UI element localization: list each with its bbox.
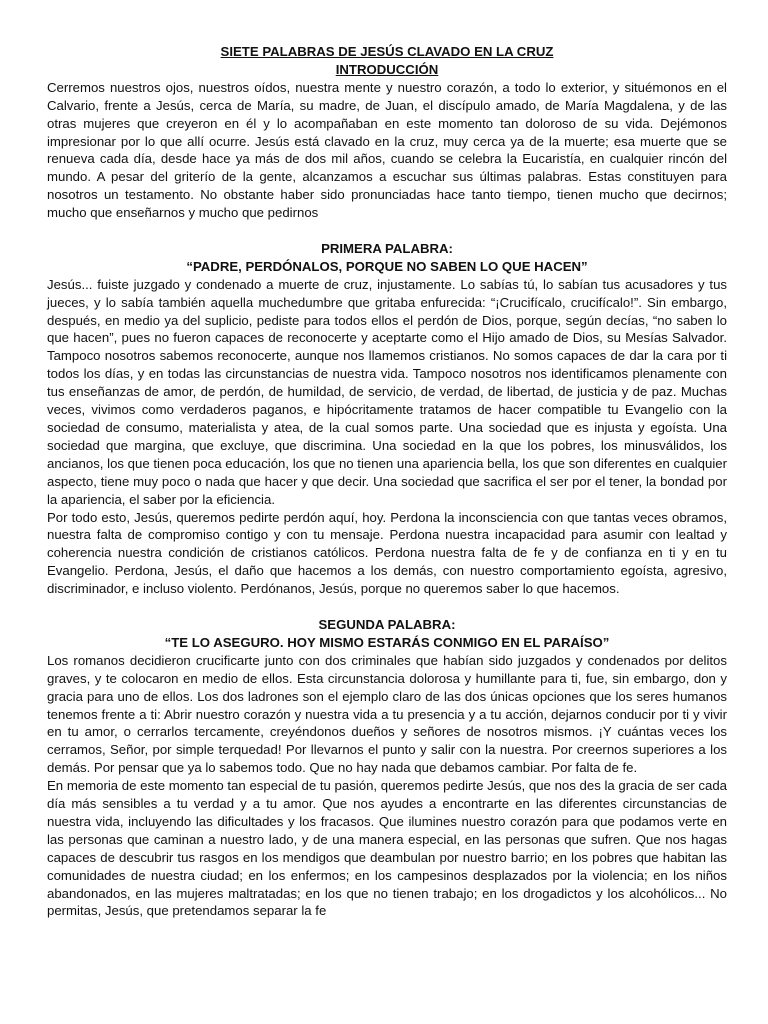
section-quote-primera: “PADRE, PERDÓNALOS, PORQUE NO SABEN LO QUE HACEN” <box>186 258 588 274</box>
intro-heading: INTRODUCCIÓN <box>335 61 439 77</box>
paragraph-primera-2: Por todo esto, Jesús, queremos pedirte perdón aquí, hoy. Perdona la inconsciencia con que tantas veces obramos, nuestra falta de compromiso contigo y con tu mensaje. Perdona nuestra incapacidad para asumir con lealtad y coherencia nuestra condición de cristianos católicos. Perdona nuestra falta de fe y de confianza en ti y en tu Evangelio. Perdona, Jesús, el daño que hacemos a los demás, con nuestro comportamiento egoísta, agresivo, discriminador, e incluso violento. Perdónanos, Jesús, porque no queremos saber lo que hacemos. <box>47 509 727 597</box>
paragraph-primera-1: Jesús... fuiste juzgado y condenado a muerte de cruz, injustamente. Lo sabías tú, lo sabían tus acusadores y tus jueces, y lo sabía también aquella muchedumbre que gritaba enfurecida: “¡Crucifícalo, crucifícalo!”. Sin embargo, después, en medio ya del suplicio, pediste para todos ellos el perdón de Dios, porque, según decías, “no saben lo que hacen”, pues no fueron capaces de reconocerte y aceptarte como el Hijo amado de Dios, su Mesías Salvador. Tampoco nosotros sabemos reconocerte, aunque nos llamemos cristianos. No somos capaces de dar la cara por ti todos los días, y en todas las circunstancias de nuestra vida. Tampoco nosotros nos identificamos plenamente con tus enseñanzas de amor, de perdón, de humildad, de servicio, de verdad, de libertad, de justicia y de paz. Muchas veces, vivimos como verdaderos paganos, e hipócritamente tratamos de hacer compatible tu Evangelio con la sociedad de consumo, materialista y atea, de la cual somos parte. Una sociedad que es injusta y egoísta. Una sociedad que margina, que excluye, que discrimina. Una sociedad en la que los pobres, los minusválidos, los ancianos, los que tienen poca educación, los que no tienen una apariencia bella, los que son diferentes en cualquier aspecto, tiene muy poco o nada que hacer y que decir. Una sociedad que sacrifica el ser por el tener, la bondad por la apariencia, el saber por la eficiencia. <box>47 276 727 507</box>
spacer <box>47 598 727 616</box>
document-page <box>47 43 727 920</box>
section-heading-primera: PRIMERA PALABRA: <box>321 240 453 256</box>
section-heading-segunda: SEGUNDA PALABRA: <box>318 616 456 632</box>
section-quote-segunda: “TE LO ASEGURO. HOY MISMO ESTARÁS CONMIGO EN EL PARAÍSO” <box>164 634 610 650</box>
paragraph-segunda-1: Los romanos decidieron crucificarte junto con dos criminales que habían sido juzgados y condenados por delitos graves, y te colocaron en medio de ellos. Esta circunstancia dolorosa y humillante para ti, fue, sin embargo, don y gracia para uno de ellos. Los dos ladrones son el ejemplo claro de las dos únicas opciones que los seres humanos tenemos frente a ti: Abrir nuestro corazón y nuestra vida a tu presencia y a tu acción, dejarnos conducir por ti y vivir en tu amor, o cerrarlos tercamente, creyéndonos dueños y señores de nosotros mismos. ¡Y cuántas veces los cerramos, Señor, por simple terquedad! Por llevarnos el punto y salir con la nuestra. Por creernos superiores a los demás. Por pensar que ya lo sabemos todo. Que no hay nada que debamos cambiar. Por falta de fe. <box>47 652 727 776</box>
paragraph-segunda-2: En memoria de este momento tan especial de tu pasión, queremos pedirte Jesús, que nos des la gracia de ser cada día más sensibles a tu verdad y a tu amor. Que nos ayudes a encontrarte en las diferentes circunstancias de nuestra vida, incluyendo las dificultades y los fracasos. Que ilumines nuestro corazón para que podamos verte en las personas que caminan a nuestro lado, y de una manera especial, en las personas que sufren. Que nos hagas capaces de descubrir tus rasgos en los mendigos que deambulan por nuestro barrio; en los pobres que habitan las comunidades de nuestra ciudad; en los enfermos; en los campesinos desplazados por la violencia; en los niños abandonados, en las mujeres maltratadas; en los que no tienen trabajo; en los drogadictos y los alcohólicos... No permitas, Jesús, que pretendamos separar la fe <box>47 778 727 919</box>
intro-paragraph: Cerremos nuestros ojos, nuestros oídos, nuestra mente y nuestro corazón, a todo lo exterior, y situémonos en el Calvario, frente a Jesús, cerca de María, su madre, de Juan, el discípulo amado, de María Magdalena, y de las otras mujeres que creyeron en él y lo acompañaban en este momento tan doloroso de su vida. Dejémonos impresionar por lo que allí ocurre. Jesús está clavado en la cruz, muy cerca ya de la muerte; esa muerte que se renueva cada día, desde hace ya más de dos mil años, cuando se celebra la Eucaristía, en cualquier rincón del mundo. A pesar del griterío de la gente, alcanzamos a escuchar sus últimas palabras. Estas constituyen para nosotros un testamento. No obstante haber sido pronunciadas hace tanto tiempo, tienen mucho que decirnos; mucho que enseñarnos y mucho que pedirnos <box>47 79 727 221</box>
document-title: SIETE PALABRAS DE JESÚS CLAVADO EN LA CRUZ <box>220 44 554 59</box>
spacer <box>47 222 727 240</box>
